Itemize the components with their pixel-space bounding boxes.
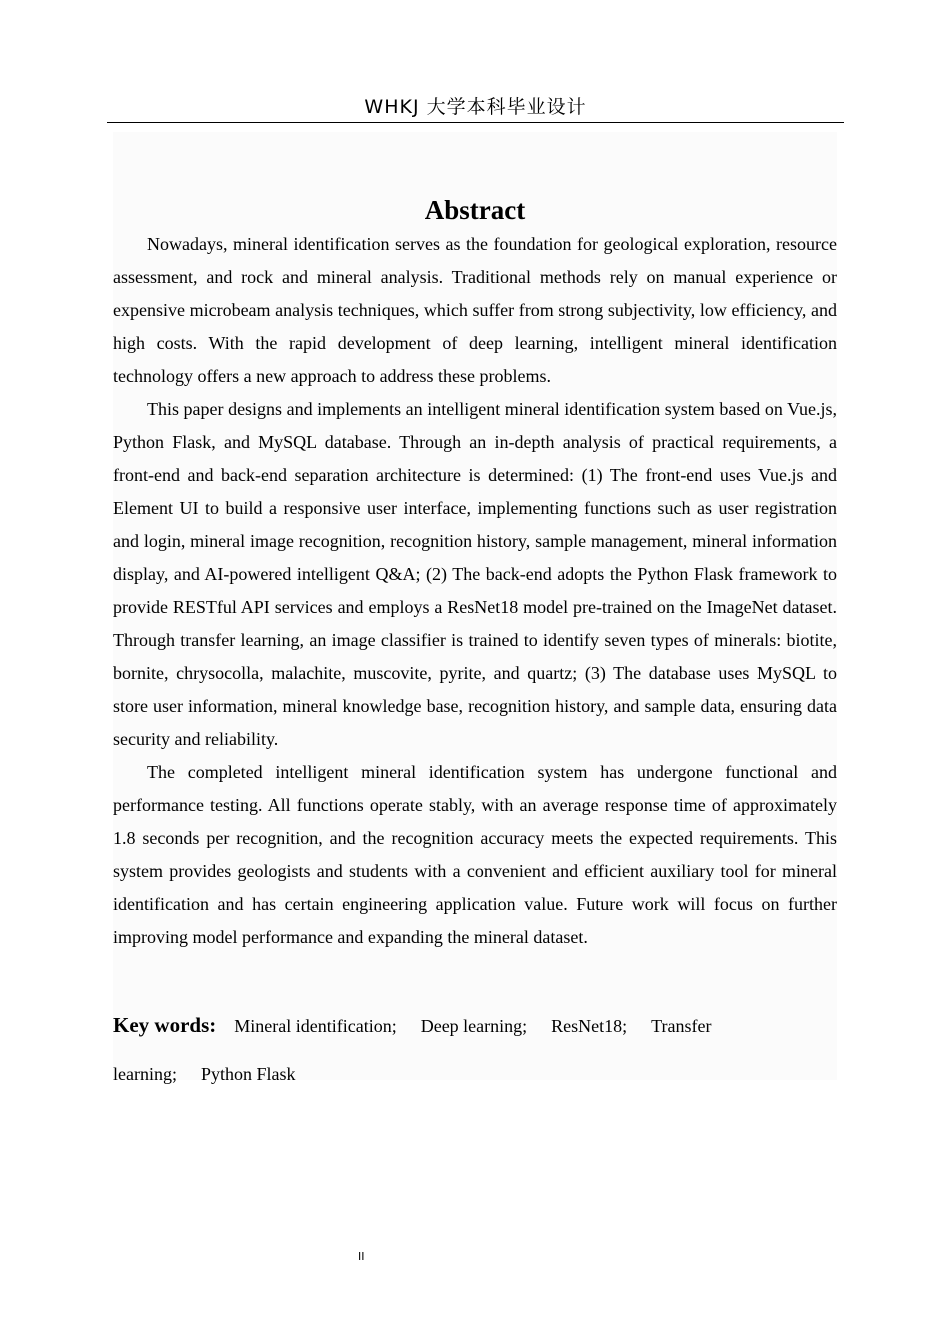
abstract-paragraph-2: This paper designs and implements an intelligent mineral identification system based on Vue.js, Python Flask, and MySQL database. Through an in-depth analysis of practical requirements, a front-end and back-end separation architecture is determined: (1) The front-end uses Vue.js and Element UI to build a responsive user interface, implementing functions such as user registration and login, mineral image recognition, recognition history, sample management, mineral information display, and AI-powered intelligent Q&A; (2) The back-end adopts the Python Flask framework to provide RESTful API services and employs a ResNet18 model pre-trained on the ImageNet dataset. Through transfer learning, an image classifier is trained to identify seven types of minerals: biotite, bornite, chrysocolla, malachite, muscovite, pyrite, and quartz; (3) The database uses MySQL to store user information, mineral knowledge base, recognition history, and sample data, ensuring data security and reliability. — [113, 399, 837, 749]
keyword-item: Mineral identification; — [234, 1016, 397, 1036]
keywords-label: Key words: — [113, 1013, 217, 1037]
abstract-title: Abstract — [424, 195, 526, 225]
abstract-paragraph-3: The completed intelligent mineral identification system has undergone functional and performance testing. All functions operate stably, with an average response time of approximately 1.8 seconds per recognition, and the recognition accuracy meets the expected requirements. This system provides geologists and students with a convenient and efficient auxiliary tool for mineral identification and has certain engineering application value. Future work will focus on further improving model performance and expanding the mineral dataset. — [113, 762, 837, 947]
page-header: WHKJ 大学本科毕业设计 — [107, 92, 844, 123]
keyword-item: Python Flask — [200, 1064, 296, 1084]
keyword-item: Deep learning; — [420, 1016, 528, 1036]
abstract-body — [113, 228, 837, 954]
keywords-section — [113, 1001, 837, 1098]
abstract-paragraph-1: Nowadays, mineral identification serves as the foundation for geological exploration, resource assessment, and rock and mineral analysis. Traditional methods rely on manual experience or expensive microbeam analysis techniques, which suffer from strong subjectivity, low efficiency, and high costs. With the rapid development of deep learning, intelligent mineral identification technology offers a new approach to address these problems. — [113, 234, 837, 386]
page-number: II — [358, 1250, 365, 1263]
keyword-item: ResNet18; — [551, 1016, 628, 1036]
keyword-item: Transfer learning; — [113, 1016, 712, 1084]
